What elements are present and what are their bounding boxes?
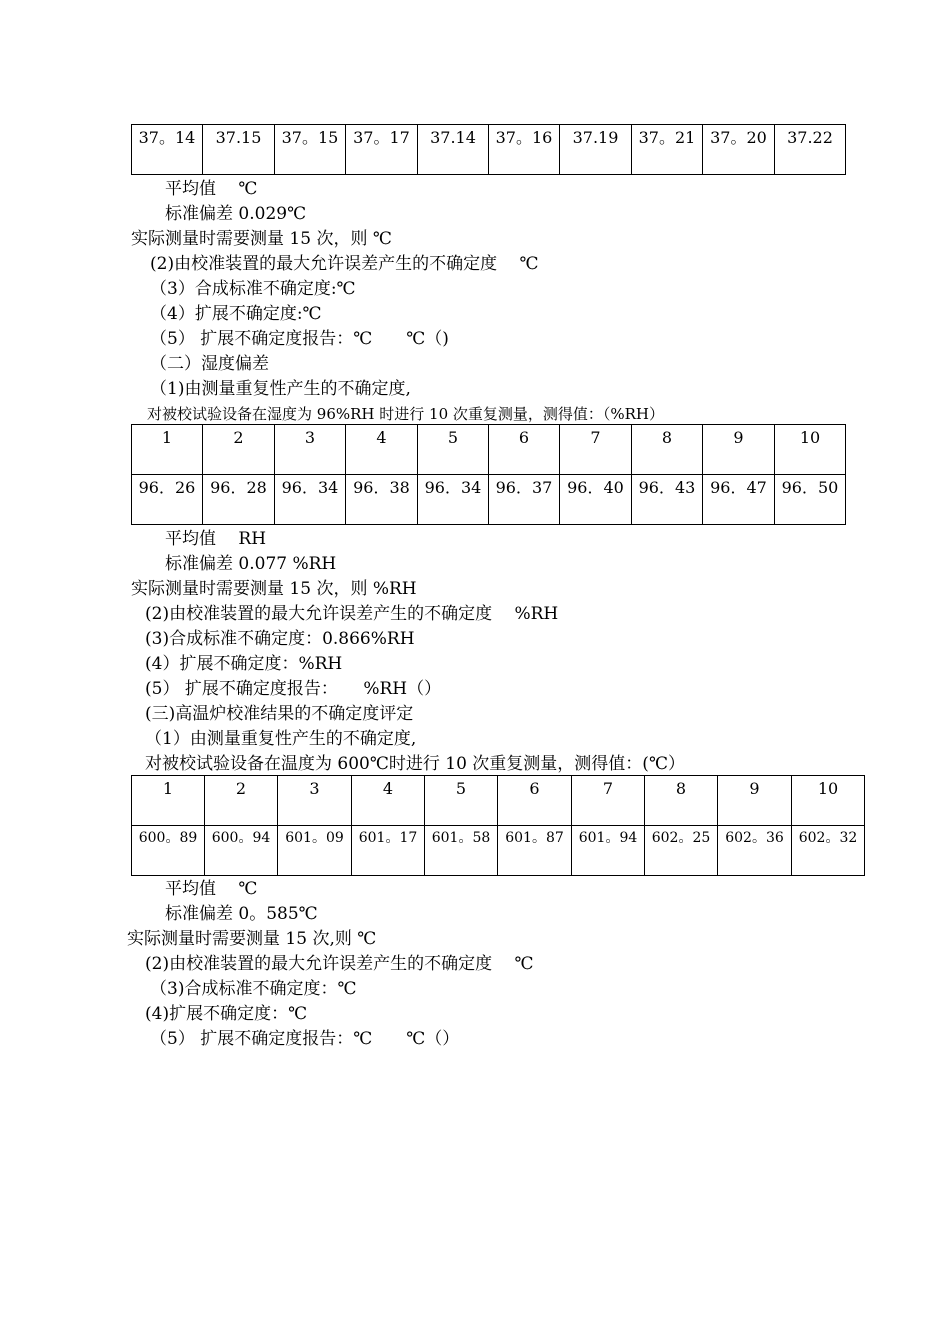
table-header-cell: 7 [572, 776, 645, 826]
uncertainty-item-4: （4）扩展不确定度:℃ [150, 304, 322, 324]
table-header-cell: 1 [132, 425, 203, 475]
table-header-cell: 3 [275, 425, 346, 475]
table-header-cell: 6 [489, 425, 560, 475]
table-cell: 37。16 [489, 125, 560, 175]
average-value-line: 平均值 ℃ [165, 179, 258, 199]
table-cell: 96．34 [418, 475, 489, 525]
table-cell: 37.19 [560, 125, 632, 175]
section-heading: （二）湿度偏差 [150, 354, 269, 374]
table-cell: 37。15 [275, 125, 346, 175]
table-cell: 602。25 [645, 826, 718, 876]
table-header-cell: 7 [560, 425, 632, 475]
table-header-cell: 2 [205, 776, 278, 826]
table-cell: 37.14 [418, 125, 489, 175]
average-value-line: 平均值 RH [165, 529, 267, 549]
std-deviation-line: 标准偏差 0.077 %RH [165, 554, 337, 574]
table-cell: 37.22 [775, 125, 846, 175]
uncertainty-item-1: （1)由测量重复性产生的不确定度, [150, 379, 411, 399]
uncertainty-item-4: (4)扩展不确定度：℃ [145, 1004, 308, 1024]
table-cell: 96．34 [275, 475, 346, 525]
table-cell: 602。32 [792, 826, 865, 876]
table-cell: 37.15 [203, 125, 275, 175]
table-cell: 601。58 [425, 826, 498, 876]
table-cell: 96．50 [775, 475, 846, 525]
table-cell: 37。20 [703, 125, 775, 175]
table-header-cell: 2 [203, 425, 275, 475]
uncertainty-item-4: (4）扩展不确定度：%RH [145, 654, 343, 674]
uncertainty-item-2: (2)由校准装置的最大允许误差产生的不确定度 ℃ [145, 954, 534, 974]
section-heading: (三)高温炉校准结果的不确定度评定 [145, 704, 414, 724]
measurement-intro: 对被校试验设备在湿度为 96%RH 时进行 10 次重复测量，测得值：（%RH） [147, 405, 665, 423]
table-header-cell: 3 [278, 776, 352, 826]
uncertainty-item-5: （5） 扩展不确定度报告：℃ ℃（） [150, 1029, 460, 1049]
table-cell: 96．40 [560, 475, 632, 525]
table-header-cell: 10 [792, 776, 865, 826]
table-cell: 96．43 [632, 475, 703, 525]
table-header-cell: 4 [346, 425, 418, 475]
std-deviation-line: 标准偏差 0.029℃ [165, 204, 307, 224]
table-header-cell: 8 [632, 425, 703, 475]
uncertainty-item-5: (5） 扩展不确定度报告： %RH（） [145, 679, 442, 699]
table-cell: 600。94 [205, 826, 278, 876]
table-cell: 602。36 [718, 826, 792, 876]
table-cell: 96．26 [132, 475, 203, 525]
table-cell: 600。89 [132, 826, 205, 876]
actual-measurement-line: 实际测量时需要测量 15 次，则 %RH [131, 579, 417, 599]
table-cell: 601。87 [498, 826, 572, 876]
table-header-cell: 5 [418, 425, 489, 475]
table-cell: 96．47 [703, 475, 775, 525]
average-value-line: 平均值 ℃ [165, 879, 258, 899]
actual-measurement-line: 实际测量时需要测量 15 次,则 ℃ [127, 929, 377, 949]
actual-measurement-line: 实际测量时需要测量 15 次，则 ℃ [131, 229, 392, 249]
table-header-cell: 10 [775, 425, 846, 475]
table-header-cell: 8 [645, 776, 718, 826]
furnace-readings-table [131, 775, 865, 876]
uncertainty-item-2: (2)由校准装置的最大允许误差产生的不确定度 %RH [145, 604, 559, 624]
uncertainty-item-3: （3）合成标准不确定度:℃ [150, 279, 356, 299]
uncertainty-item-3: (3)合成标准不确定度：0.866%RH [145, 629, 415, 649]
table-cell: 37。21 [632, 125, 703, 175]
table-header-cell: 9 [703, 425, 775, 475]
table-cell: 601。09 [278, 826, 352, 876]
table-cell: 96．37 [489, 475, 560, 525]
table-cell: 601。94 [572, 826, 645, 876]
table-cell: 37。17 [346, 125, 418, 175]
table-cell: 96．38 [346, 475, 418, 525]
uncertainty-item-3: （3)合成标准不确定度：℃ [150, 979, 357, 999]
uncertainty-item-2: (2)由校准装置的最大允许误差产生的不确定度 ℃ [150, 254, 539, 274]
table-header-cell: 4 [352, 776, 425, 826]
uncertainty-item-1: （1）由测量重复性产生的不确定度, [145, 729, 417, 749]
measurement-intro: 对被校试验设备在温度为 600℃时进行 10 次重复测量，测得值：(℃） [145, 754, 685, 774]
table-cell: 96．28 [203, 475, 275, 525]
uncertainty-item-5: （5） 扩展不确定度报告：℃ ℃（) [150, 329, 449, 349]
humidity-readings-table [131, 424, 846, 525]
table-header-cell: 1 [132, 776, 205, 826]
table-cell: 601。17 [352, 826, 425, 876]
table-cell: 37。14 [132, 125, 203, 175]
std-deviation-line: 标准偏差 0。585℃ [165, 904, 318, 924]
table-header-cell: 6 [498, 776, 572, 826]
table-header-cell: 9 [718, 776, 792, 826]
temperature-readings-table [131, 124, 846, 175]
table-header-cell: 5 [425, 776, 498, 826]
